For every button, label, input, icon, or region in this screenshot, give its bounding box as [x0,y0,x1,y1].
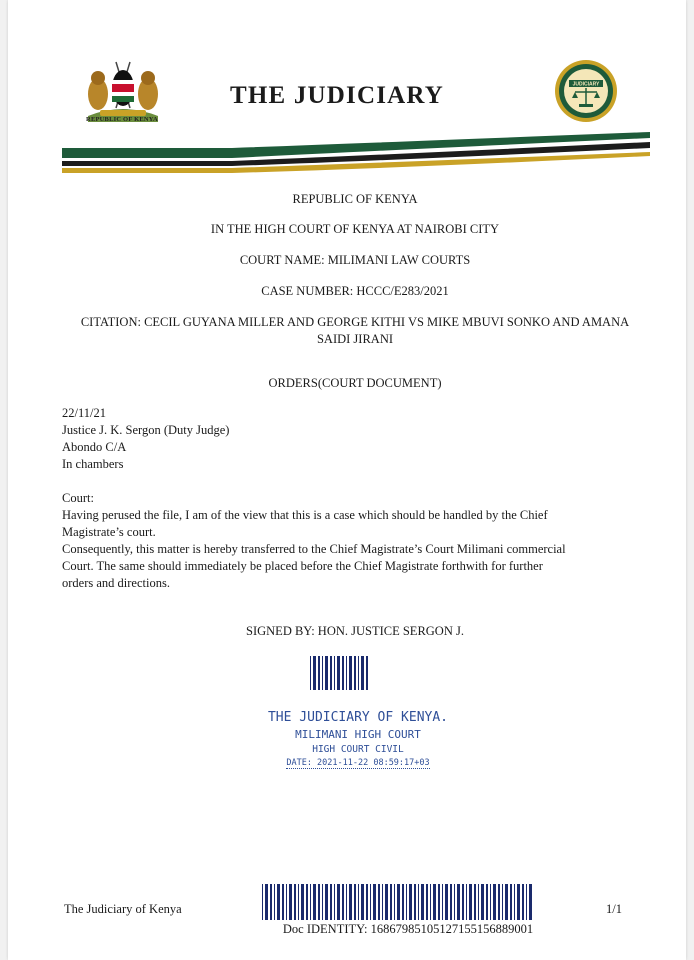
body-line: orders and directions. [62,576,170,590]
barcode-bar [318,656,320,690]
barcode-bar [486,884,488,920]
barcode-bar [282,884,284,920]
document-barcode [262,884,532,920]
barcode-bar [330,656,332,690]
stamp-court: MILIMANI HIGH COURT [295,728,421,741]
barcode-bar [313,884,316,920]
signature-line: SIGNED BY: HON. JUSTICE SERGON J. [246,624,464,638]
barcode-bar [294,884,296,920]
barcode-bar [430,884,431,920]
body-line: Consequently, this matter is hereby transferred to the Chief Magistrate’s Court Milimani commercial [62,542,566,556]
barcode-bar [330,884,332,920]
court-clerk: Abondo C/A [62,440,127,454]
barcode-bar [342,656,344,690]
barcode-bar [277,884,280,920]
barcode-bar [529,884,532,920]
barcode-bar [402,884,404,920]
barcode-bar [337,884,340,920]
barcode-bar [274,884,275,920]
barcode-bar [517,884,520,920]
seal-text: JUDICIARY [572,81,600,88]
barcode-bar [310,884,311,920]
barcode-bar [510,884,512,920]
barcode-bar [306,884,308,920]
barcode-bar [493,884,496,920]
order-date: 22/11/21 [62,406,106,420]
barcode-bar [322,656,323,690]
barcode-bar [334,884,335,920]
barcode-bar [502,884,503,920]
body-line: Magistrate’s court. [62,525,156,539]
body-line: Having perused the file, I am of the view that this is a case which should be handled by the Chief [62,508,548,522]
stamp-title: THE JUDICIARY OF KENYA. [267,710,448,725]
barcode-bar [358,656,359,690]
barcode-bar [342,884,344,920]
barcode-bar [361,656,364,690]
barcode-bar [466,884,467,920]
barcode-bar [262,884,263,920]
barcode-bar [522,884,524,920]
barcode-bar [426,884,428,920]
barcode-bar [498,884,500,920]
barcode-bar [450,884,452,920]
case-number: CASE NUMBER: HCCC/E283/2021 [261,284,449,298]
barcode-bar [334,656,335,690]
barcode-bar [346,884,347,920]
barcode-bar [382,884,383,920]
barcode-bar [433,884,436,920]
barcode-bar [526,884,527,920]
signature-barcode [310,656,372,690]
barcode-bar [289,884,292,920]
court-name: COURT NAME: MILIMANI LAW COURTS [239,253,471,267]
barcode-bar [438,884,440,920]
document-identity: Doc IDENTITY: 16867985105127155156889001 [282,922,534,936]
barcode-bar [469,884,472,920]
court-heading: IN THE HIGH COURT OF KENYA AT NAIROBI CITY [210,222,500,236]
barcode-bar [358,884,359,920]
barcode-bar [325,656,328,690]
header-banner-swoosh [62,128,650,178]
footer-organization: The Judiciary of Kenya [64,902,182,916]
judiciary-seal-icon [553,58,619,124]
barcode-bar [310,656,311,690]
citation-line-2: SAIDI JIRANI [316,332,394,346]
citation-line-1: CITATION: CECIL GUYANA MILLER AND GEORGE KITHI VS MIKE MBUVI SONKO AND AMANA [80,315,630,329]
barcode-bar [349,884,352,920]
coat-of-arms-label: REPUBLIC OF KENYA [86,116,158,123]
body-line: Court. The same should immediately be placed before the Chief Magistrate forthwith for further [62,559,543,573]
barcode-bar [354,656,356,690]
barcode-bar [457,884,460,920]
barcode-bar [354,884,356,920]
barcode-bar [445,884,448,920]
barcode-bar [421,884,424,920]
barcode-bar [378,884,380,920]
barcode-bar [346,656,347,690]
barcode-bar [406,884,407,920]
stamp-date: DATE: 2021-11-22 08:59:17+03 [286,758,430,768]
barcode-bar [478,884,479,920]
barcode-bar [397,884,400,920]
page-number: 1/1 [606,902,622,916]
barcode-bar [370,884,371,920]
barcode-bar [418,884,419,920]
barcode-bar [325,884,328,920]
barcode-bar [462,884,464,920]
barcode-bar [385,884,388,920]
barcode-bar [286,884,287,920]
stamp-division: HIGH COURT CIVIL [312,744,404,755]
judge-name: Justice J. K. Sergon (Duty Judge) [62,423,230,437]
coram-block [62,405,642,473]
barcode-bar [322,884,323,920]
order-body [62,490,642,592]
barcode-bar [270,884,272,920]
barcode-bar [337,656,340,690]
barcode-bar [313,656,316,690]
barcode-bar [301,884,304,920]
barcode-bar [394,884,395,920]
barcode-bar [366,884,368,920]
document-type-heading: ORDERS(COURT DOCUMENT) [268,376,442,390]
barcode-bar [349,656,352,690]
body-heading: Court: [62,491,94,505]
barcode-bar [298,884,299,920]
barcode-bar [442,884,443,920]
page-title: THE JUDICIARY [230,82,445,109]
barcode-bar [361,884,364,920]
venue: In chambers [62,457,124,471]
barcode-bar [265,884,268,920]
barcode-bar [454,884,455,920]
barcode-bar [490,884,491,920]
document-page [8,0,686,960]
barcode-bar [414,884,416,920]
barcode-bar [318,884,320,920]
barcode-bar [474,884,476,920]
barcode-bar [390,884,392,920]
barcode-bar [514,884,515,920]
barcode-bar [373,884,376,920]
barcode-bar [481,884,484,920]
barcode-bar [505,884,508,920]
republic-heading: REPUBLIC OF KENYA [292,192,418,206]
barcode-bar [366,656,368,690]
barcode-bar [409,884,412,920]
